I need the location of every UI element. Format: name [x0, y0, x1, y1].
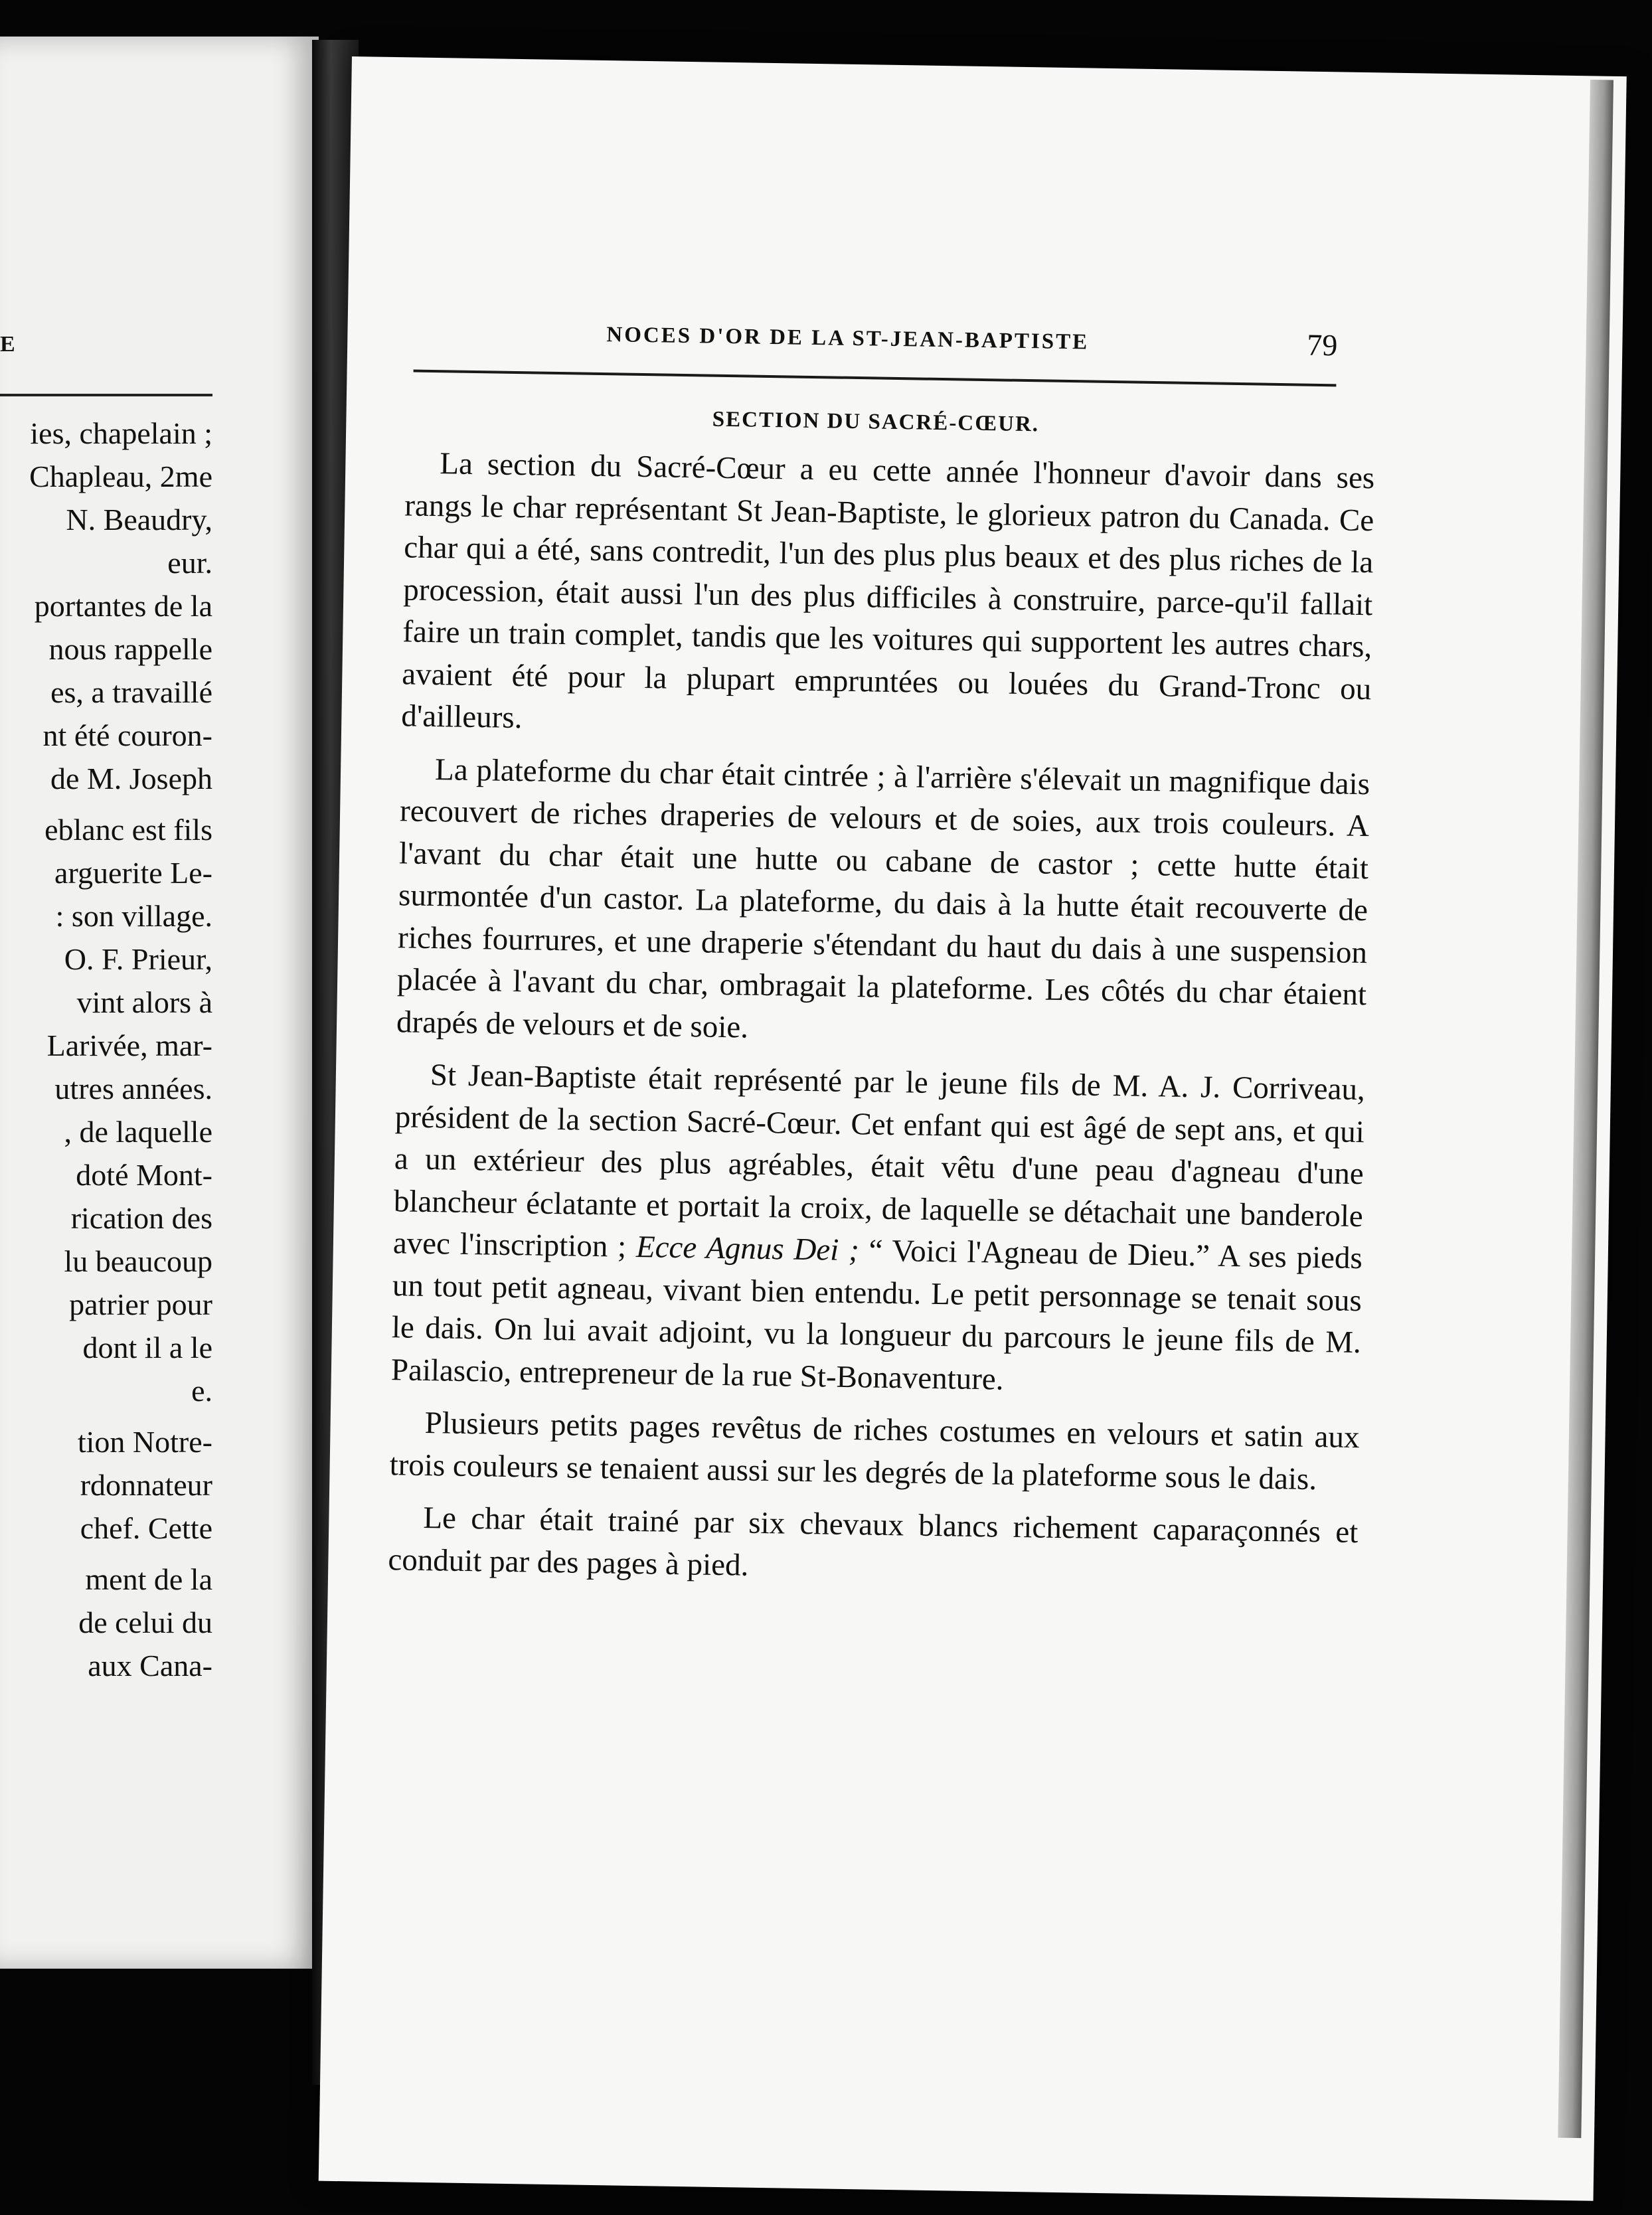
left-page-line: doté Mont-	[76, 1158, 212, 1192]
paragraph-1: La section du Sacré-Cœur a eu cette année l'honneur d'avoir dans ses rangs le char représentant St Jean-Baptiste, le glorieux patron du Canada. Ce char qui a été, sans contredit, l'un des plus plus beaux et des plus riches de la procession, était aussi l'un des plus difficiles à construire, parce-qu'il fallait faire un train complet, tandis que les voitures qui supportent les autres chars, avaient été pour la plupart empruntées ou louées du Grand-Tronc ou d'ailleurs.	[400, 446, 1375, 736]
paragraph-5: Le char était trainé par six chevaux blancs richement caparaçonnés et conduit par des pages à pied.	[388, 1500, 1359, 1583]
left-page-line: tion Notre-	[77, 1425, 212, 1459]
left-page-line: de M. Joseph	[50, 762, 212, 795]
latin-inscription: Ecce Agnus Dei ;	[635, 1229, 860, 1268]
left-page-line: aux Cana-	[88, 1649, 212, 1682]
paragraph-3	[390, 1054, 1365, 1406]
left-page-line: chef. Cette	[80, 1511, 212, 1545]
left-page-line: Larivée, mar-	[46, 1028, 212, 1062]
left-page-line: N. Beaudry,	[66, 503, 212, 536]
left-page-line: patrier pour	[69, 1287, 212, 1321]
left-page-line: portantes de la	[34, 589, 212, 623]
left-page-line: : son village.	[55, 899, 212, 933]
left-page-line: es, a travaillé	[50, 675, 212, 709]
left-page-line: ies, chapelain ;	[30, 416, 212, 450]
left-page-line: nous rappelle	[48, 632, 212, 666]
left-page-header-fragment: E	[0, 332, 17, 357]
running-head: NOCES D'OR DE LA ST-JEAN-BAPTISTE	[606, 323, 1090, 355]
left-page-line: lu beaucoup	[64, 1244, 212, 1278]
header-rule	[414, 370, 1337, 387]
left-page-line: rication des	[70, 1201, 212, 1235]
left-page	[0, 37, 319, 1969]
left-page-line: nt été couron-	[42, 718, 212, 752]
left-page-line: eblanc est fils	[44, 813, 212, 847]
left-page-line: arguerite Le-	[54, 856, 212, 890]
left-page-rule	[0, 394, 212, 396]
left-page-line: rdonnateur	[80, 1468, 212, 1502]
left-page-line: , de laquelle	[64, 1115, 212, 1149]
body-text	[388, 442, 1375, 1596]
paragraph-4: Plusieurs petits pages revêtus de riches costumes en velours et satin aux trois couleurs se tenaient aussi sur les degrés de la plateforme sous le dais.	[389, 1405, 1360, 1497]
left-page-line: ment de la	[85, 1562, 212, 1596]
paragraph-2: La plateforme du char était cintrée ; à l'arrière s'élevait un magnifique dais recouvert de riches draperies de velours et de soies, aux trois couleurs. A l'avant du char était une hutte ou cabane de castor ; cette hutte était surmontée d'un castor. La plateforme, du dais à la hutte était recouverte de riches fourrures, et une draperie s'étendant du haut du dais à une suspension placée à l'avant du char, ombragait la plateforme. Les côtés du char étaient drapés de velours et de soie.	[396, 752, 1370, 1045]
left-page-line: dont il a le	[82, 1331, 212, 1364]
left-page-line: eur.	[167, 546, 212, 580]
left-page-line: e.	[191, 1374, 212, 1408]
right-page	[319, 56, 1627, 2201]
section-title: SECTION DU SACRÉ-CŒUR.	[712, 407, 1040, 437]
paragraph-3-text-before: St Jean-Baptiste était représenté par le jeune fils de M. A. J. Corriveau, président de la section Sacré-Cœur. Cet enfant qui est âgé de sept ans, et qui a un extérieur des plus agréables, était vêtu d'une peau d'agneau d'une blancheur éclatante et portait la croix, de laquelle se détachait une banderole avec l'inscription ;	[392, 1058, 1366, 1264]
left-page-line: O. F. Prieur,	[64, 942, 212, 976]
left-page-line: de celui du	[78, 1605, 212, 1639]
page-number: 79	[1306, 327, 1338, 363]
left-page-text	[0, 412, 212, 1687]
left-page-line: utres années.	[54, 1072, 212, 1106]
left-page-line: vint alors à	[76, 985, 212, 1019]
left-page-line: Chapleau, 2me	[29, 459, 212, 493]
paragraph-3-text-after: “ Voici l'Agneau de Dieu.” A ses pieds un tout petit agneau, vivant bien entendu. Le petit personnage se tenait sous le dais. On lui avait adjoint, vu la longueur du parcours le jeune fils de M. Pailascio, entrepreneur de la rue St-Bonaventure.	[390, 1233, 1363, 1397]
